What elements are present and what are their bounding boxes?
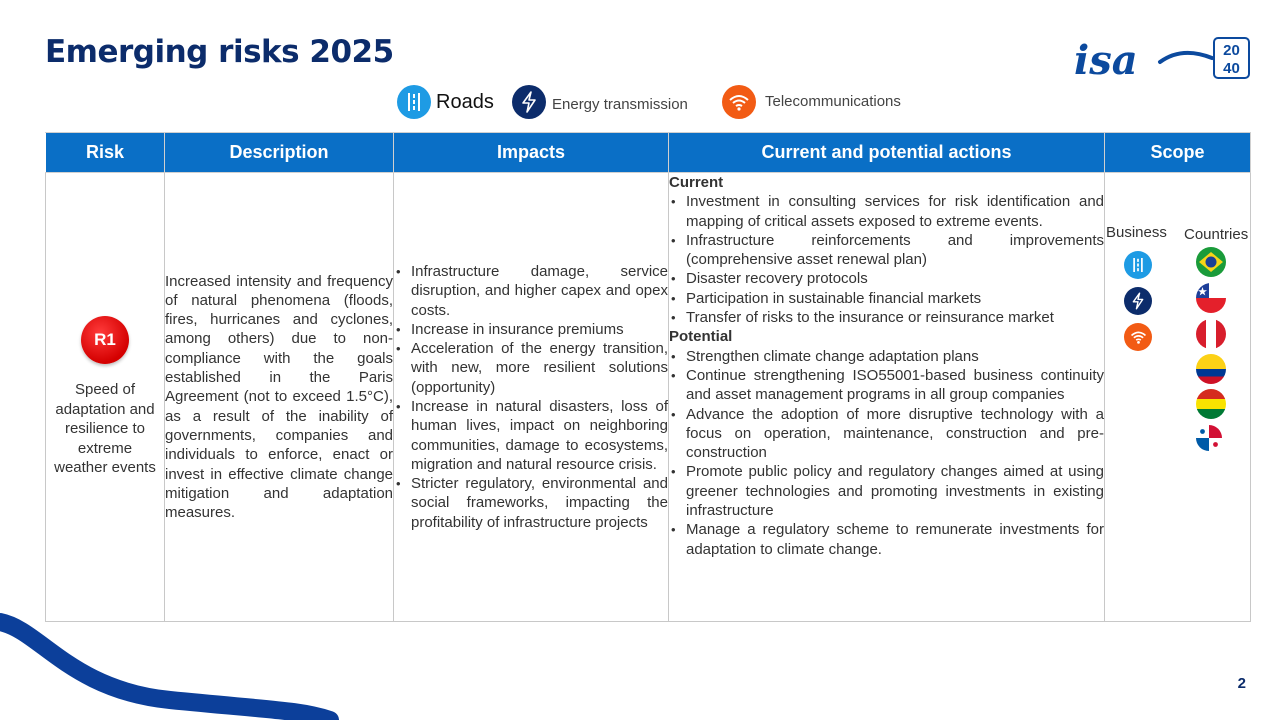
panama-flag	[1196, 425, 1222, 451]
list-item: • Disaster recovery protocols	[669, 269, 1104, 288]
legend-roads	[397, 85, 494, 119]
wifi-icon	[1124, 323, 1152, 351]
table-row	[46, 173, 1251, 622]
header-actions: Current and potential actions	[669, 133, 1105, 173]
logo-year-top: 20	[1223, 42, 1240, 59]
risk-code-badge: R1	[81, 316, 129, 364]
risk-cell	[46, 173, 165, 622]
impacts-cell	[394, 173, 669, 622]
scope-countries-label: Countries	[1184, 226, 1249, 243]
chile-flag	[1196, 283, 1226, 313]
list-item: • Stricter regulatory, environmental and social frameworks, impacting the profitability of infrastructure projects	[394, 474, 668, 532]
description-cell: Increased intensity and frequency of natural phenomena (floods, fires, hurricanes and cyclones, among others) due to non-compliance with the goals established in the Paris Agreement (not to exceed 1.5°C), as a result of the inability of governments, companies and individuals to enforce, enact or invest in effective climate change mitigation and adaptation measures.	[165, 173, 394, 622]
list-item: • Infrastructure reinforcements and improvements (comprehensive asset renewal plan)	[669, 231, 1104, 270]
legend-label-roads: Roads	[436, 90, 494, 113]
risk-name: Speed of adaptation and resilience to extreme weather events	[54, 381, 156, 477]
list-item: • Continue strengthening ISO55001-based business continuity and asset management programs in all group companies	[669, 366, 1104, 405]
list-item: • Promote public policy and regulatory changes aimed at using greener technologies and promoting investments in existing infrastructure	[669, 462, 1104, 520]
list-item: • Infrastructure damage, service disruption, and higher capex and opex costs.	[394, 262, 668, 320]
table-header-row	[46, 133, 1251, 173]
legend-telecom	[722, 85, 901, 119]
list-item: • Acceleration of the energy transition, with new, more resilient solutions (opportunity)	[394, 339, 668, 397]
lightning-icon	[512, 85, 546, 119]
logo-text: isa	[1074, 37, 1138, 82]
roads-icon	[397, 85, 431, 119]
header-risk: Risk	[46, 133, 165, 173]
list-item: • Transfer of risks to the insurance or reinsurance market	[669, 308, 1104, 327]
page-title: Emerging risks 2025	[45, 34, 394, 70]
current-actions-list	[669, 192, 1104, 327]
page-number: 2	[1237, 675, 1246, 692]
current-label: Current	[669, 174, 724, 191]
wifi-icon	[722, 85, 756, 119]
isa-2040-logo	[1072, 36, 1252, 82]
colombia-flag	[1196, 354, 1226, 384]
brazil-flag	[1196, 247, 1226, 277]
lightning-icon	[1124, 287, 1152, 315]
list-item: • Participation in sustainable financial markets	[669, 289, 1104, 308]
list-item: • Strengthen climate change adaptation plans	[669, 347, 1104, 366]
actions-cell	[669, 173, 1105, 622]
legend-energy	[512, 85, 688, 119]
list-item: • Investment in consulting services for risk identification and mapping of critical assets exposed to extreme events.	[669, 192, 1104, 231]
list-item: • Increase in natural disasters, loss of human lives, impact on neighboring communities, damage to ecosystems, migration and natural resource crisis.	[394, 397, 668, 474]
scope-business-label: Business	[1106, 224, 1167, 241]
impacts-list	[394, 262, 668, 532]
decorative-wave	[0, 600, 340, 720]
legend-label-energy: Energy transmission	[552, 95, 688, 113]
potential-label: Potential	[669, 328, 733, 346]
peru-flag	[1196, 319, 1226, 349]
business-legend	[0, 85, 1280, 121]
list-item: • Advance the adoption of more disruptive technology with a focus on operation, maintenance, construction and pre-construction	[669, 405, 1104, 463]
list-item: • Increase in insurance premiums	[394, 320, 668, 339]
scope-cell	[1105, 173, 1251, 622]
bolivia-flag	[1196, 389, 1226, 419]
list-item: • Manage a regulatory scheme to remunerate investments for adaptation to climate change.	[669, 520, 1104, 559]
legend-label-telecom: Telecommunications	[765, 92, 901, 110]
logo-year-bottom: 40	[1223, 60, 1240, 77]
header-scope: Scope	[1105, 133, 1251, 173]
header-description: Description	[165, 133, 394, 173]
risk-table	[45, 132, 1251, 622]
header-impacts: Impacts	[394, 133, 669, 173]
roads-icon	[1124, 251, 1152, 279]
potential-actions-list	[669, 347, 1104, 559]
